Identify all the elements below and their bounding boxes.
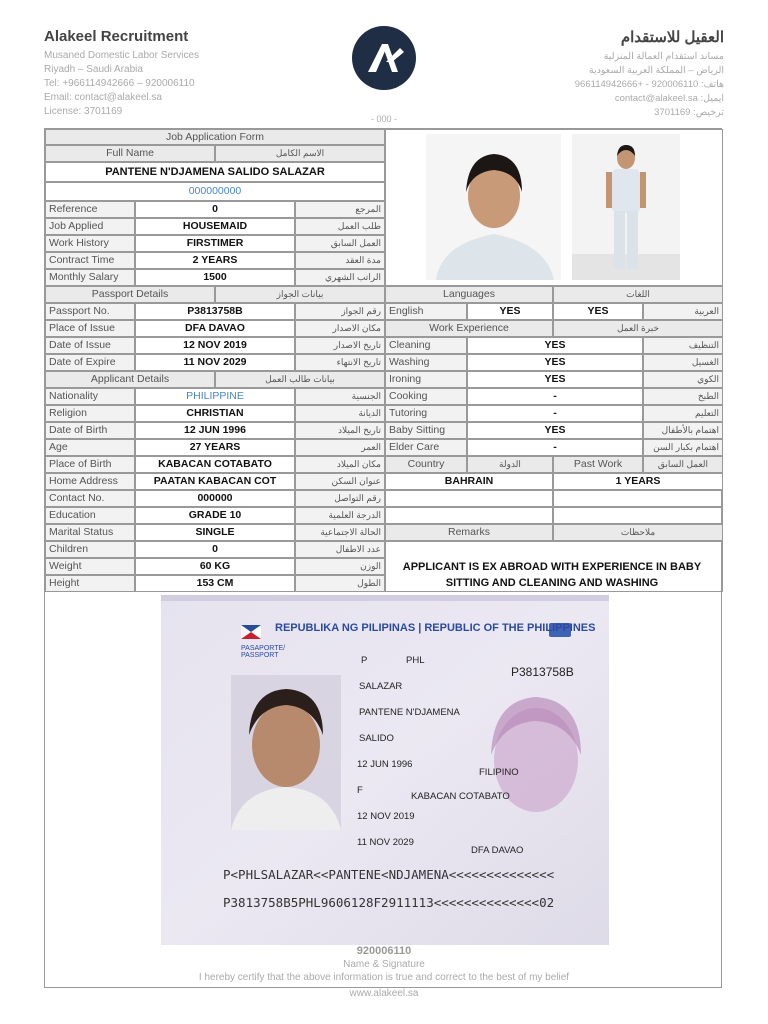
row-label: Passport No. bbox=[45, 303, 135, 320]
row-value: 153 CM bbox=[135, 575, 295, 592]
languages-header: Languages bbox=[385, 286, 553, 303]
row-label: Date of Birth bbox=[45, 422, 135, 439]
english-label: English bbox=[385, 303, 467, 320]
passport-authority: DFA DAVAO bbox=[471, 845, 524, 856]
row-label-ar: مدة العقد bbox=[295, 252, 385, 269]
row-value: 0 bbox=[135, 201, 295, 218]
footer-number: 920006110 bbox=[356, 945, 412, 957]
row-label: Nationality bbox=[45, 388, 135, 405]
row-label: Place of Issue bbox=[45, 320, 135, 337]
row-label-ar: مكان الميلاد bbox=[295, 456, 385, 473]
full-name-label-ar: الاسم الكامل bbox=[215, 145, 385, 162]
country-label: Country bbox=[385, 456, 467, 473]
row-label-ar: الوزن bbox=[295, 558, 385, 575]
passport-expiry-date: 11 NOV 2029 bbox=[357, 837, 414, 848]
company-email-ar: ايميل: contact@alakeel.sa bbox=[614, 93, 724, 104]
row-label-ar: الدرجة العلمية bbox=[295, 507, 385, 524]
skill-label-ar: اهتمام بكبار السن bbox=[643, 439, 723, 456]
arabic-label: العربية bbox=[643, 303, 723, 320]
row-label: Weight bbox=[45, 558, 135, 575]
past-country-value: BAHRAIN bbox=[385, 473, 553, 490]
row-value: 0 bbox=[135, 541, 295, 558]
serial-number: - 000 - bbox=[370, 114, 397, 124]
arabic-value: YES bbox=[553, 303, 643, 320]
row-label: Height bbox=[45, 575, 135, 592]
skill-label-ar: الكوي bbox=[643, 371, 723, 388]
skill-label-ar: اهتمام بالأطفال bbox=[643, 422, 723, 439]
passport-type: P bbox=[361, 655, 368, 666]
company-license-en: License: 3701169 bbox=[44, 106, 123, 117]
full-name-label: Full Name bbox=[45, 145, 215, 162]
row-label: Work History bbox=[45, 235, 135, 252]
skill-value: - bbox=[467, 439, 643, 456]
passport-mrz-line-2: P3813758B5PHL9606128F2911113<<<<<<<<<<<<<<02 bbox=[223, 895, 555, 910]
row-label: Education bbox=[45, 507, 135, 524]
row-label-ar: تاريخ الميلاد bbox=[295, 422, 385, 439]
row-label-ar: العمر bbox=[295, 439, 385, 456]
passport-surname: SALAZAR bbox=[359, 681, 403, 692]
applicant-details-header: Applicant Details bbox=[45, 371, 215, 388]
row-label-ar: تاريخ الانتهاء bbox=[295, 354, 385, 371]
company-license-ar: ترخيص: 3701169 bbox=[654, 107, 724, 118]
row-value: 27 YEARS bbox=[135, 439, 295, 456]
skill-value: YES bbox=[467, 354, 643, 371]
company-sub-en: Musaned Domestic Labor Services bbox=[44, 50, 200, 61]
applicant-details-header-ar: بيانات طالب العمل bbox=[215, 371, 385, 388]
row-label: Date of Issue bbox=[45, 337, 135, 354]
row-label-ar: رقم الجواز bbox=[295, 303, 385, 320]
empty-cell bbox=[553, 490, 723, 507]
skill-label-ar: التنظيف bbox=[643, 337, 723, 354]
row-label: Contact No. bbox=[45, 490, 135, 507]
remarks-text: APPLICANT IS EX ABROAD WITH EXPERIENCE IN BABY SITTING AND CLEANING AND WASHING bbox=[402, 561, 702, 589]
skill-label-ar: الغسيل bbox=[643, 354, 723, 371]
footer-certify-text: I hereby certify that the above information is true and correct to the best of my belief bbox=[198, 972, 570, 983]
passport-country: REPUBLIKA NG PILIPINAS | REPUBLIC OF THE PHILIPPINES bbox=[275, 622, 596, 634]
company-name-ar: العقيل للاستقدام bbox=[620, 29, 724, 46]
row-label-ar: تاريخ الاصدار bbox=[295, 337, 385, 354]
past-years-value: 1 YEARS bbox=[553, 473, 723, 490]
skill-label: Baby Sitting bbox=[385, 422, 467, 439]
row-value: PAATAN KABACAN COT bbox=[135, 473, 295, 490]
passport-issue-date: 12 NOV 2019 bbox=[357, 811, 415, 822]
passport-dob: 12 JUN 1996 bbox=[357, 759, 413, 770]
row-label-ar: طلب العمل bbox=[295, 218, 385, 235]
company-email-en: Email: contact@alakeel.sa bbox=[44, 92, 162, 103]
passport-nationality: FILIPINO bbox=[479, 767, 519, 778]
row-value: 60 KG bbox=[135, 558, 295, 575]
company-city-ar: الرياض – المملكة العربية السعودية bbox=[588, 65, 724, 76]
skill-value: - bbox=[467, 388, 643, 405]
company-sub-ar: مساند استقدام العمالة المنزلية bbox=[603, 51, 724, 62]
passport-given-names: PANTENE N'DJAMENA bbox=[359, 707, 460, 718]
row-label: Reference bbox=[45, 201, 135, 218]
row-label-ar: مكان الاصدار bbox=[295, 320, 385, 337]
company-info-en bbox=[44, 28, 344, 119]
row-label-ar: الجنسية bbox=[295, 388, 385, 405]
row-value: DFA DAVAO bbox=[135, 320, 295, 337]
form-footer bbox=[45, 945, 723, 989]
full-name-value: PANTENE N'DJAMENA SALIDO SALAZAR bbox=[45, 162, 385, 182]
skill-label: Tutoring bbox=[385, 405, 467, 422]
row-label-ar: الطول bbox=[295, 575, 385, 592]
footer-website: www.alakeel.sa bbox=[349, 988, 419, 999]
row-value: HOUSEMAID bbox=[135, 218, 295, 235]
empty-cell bbox=[385, 490, 553, 507]
job-application-form bbox=[44, 128, 722, 988]
row-label: Contract Time bbox=[45, 252, 135, 269]
company-name-en: Alakeel Recruitment bbox=[44, 28, 189, 45]
row-label: Marital Status bbox=[45, 524, 135, 541]
row-label: Age bbox=[45, 439, 135, 456]
passport-sex: F bbox=[357, 785, 363, 796]
row-value: KABACAN COTABATO bbox=[135, 456, 295, 473]
skill-label: Ironing bbox=[385, 371, 467, 388]
photos-area bbox=[385, 129, 723, 286]
passport-pob: KABACAN COTABATO bbox=[411, 791, 510, 802]
passport-mrz-line-1: P<PHLSALAZAR<<PANTENE<NDJAMENA<<<<<<<<<<<<<< bbox=[223, 867, 555, 882]
skill-label: Washing bbox=[385, 354, 467, 371]
passport-code: PHL bbox=[406, 655, 425, 666]
skill-label-ar: التعليم bbox=[643, 405, 723, 422]
row-value: 11 NOV 2029 bbox=[135, 354, 295, 371]
row-label-ar: عنوان السكن bbox=[295, 473, 385, 490]
row-label-ar: المرجع bbox=[295, 201, 385, 218]
row-label: Date of Expire bbox=[45, 354, 135, 371]
row-value: CHRISTIAN bbox=[135, 405, 295, 422]
skill-value: YES bbox=[467, 337, 643, 354]
passport-number: P3813758B bbox=[511, 665, 574, 679]
company-tel-en: Tel: +966114942666 – 920006110 bbox=[44, 78, 195, 89]
passport-scan bbox=[161, 595, 609, 945]
row-label-ar: العمل السابق bbox=[295, 235, 385, 252]
empty-cell bbox=[553, 507, 723, 524]
row-value: SINGLE bbox=[135, 524, 295, 541]
skill-label: Elder Care bbox=[385, 439, 467, 456]
row-label-ar: الديانة bbox=[295, 405, 385, 422]
row-label: Place of Birth bbox=[45, 456, 135, 473]
company-tel-ar: هاتف: 920006110 - +966114942666 bbox=[574, 79, 724, 90]
reference-number: 000000000 bbox=[45, 182, 385, 201]
alakeel-logo-icon bbox=[352, 26, 416, 90]
row-label: Religion bbox=[45, 405, 135, 422]
skill-label: Cleaning bbox=[385, 337, 467, 354]
row-value: 000000 bbox=[135, 490, 295, 507]
past-work-label: Past Work bbox=[553, 456, 643, 473]
skill-value: YES bbox=[467, 371, 643, 388]
row-label: Home Address bbox=[45, 473, 135, 490]
remarks-label: Remarks bbox=[385, 524, 553, 541]
empty-cell bbox=[385, 507, 553, 524]
row-label: Children bbox=[45, 541, 135, 558]
row-label-ar: الحالة الاجتماعية bbox=[295, 524, 385, 541]
row-value: FIRSTIMER bbox=[135, 235, 295, 252]
remarks-label-ar: ملاحظات bbox=[553, 524, 723, 541]
applicant-face-photo bbox=[426, 134, 561, 280]
row-value: 1500 bbox=[135, 269, 295, 286]
nationality-value: PHILIPPINE bbox=[135, 388, 295, 405]
past-work-label-ar: العمل السابق bbox=[643, 456, 723, 473]
skill-value: - bbox=[467, 405, 643, 422]
company-info-ar bbox=[424, 28, 724, 120]
row-label-ar: الراتب الشهري bbox=[295, 269, 385, 286]
row-label: Job Applied bbox=[45, 218, 135, 235]
footer-signature-label: Name & Signature bbox=[343, 959, 425, 970]
skill-value: YES bbox=[467, 422, 643, 439]
row-value: 12 NOV 2019 bbox=[135, 337, 295, 354]
languages-header-ar: اللغات bbox=[553, 286, 723, 303]
company-city-en: Riyadh – Saudi Arabia bbox=[44, 64, 143, 75]
skill-label: Cooking bbox=[385, 388, 467, 405]
row-label-ar: رقم التواصل bbox=[295, 490, 385, 507]
row-label: Monthly Salary bbox=[45, 269, 135, 286]
applicant-full-body-photo bbox=[572, 134, 680, 280]
work-experience-header: Work Experience bbox=[385, 320, 553, 337]
row-value: 12 JUN 1996 bbox=[135, 422, 295, 439]
row-value: 2 YEARS bbox=[135, 252, 295, 269]
row-label-ar: عدد الاطفال bbox=[295, 541, 385, 558]
country-label-ar: الدولة bbox=[467, 456, 553, 473]
row-value: P3813758B bbox=[135, 303, 295, 320]
passport-middle-name: SALIDO bbox=[359, 733, 394, 744]
english-value: YES bbox=[467, 303, 553, 320]
passport-details-header-ar: بيانات الجواز bbox=[215, 286, 385, 303]
row-value: GRADE 10 bbox=[135, 507, 295, 524]
form-title: Job Application Form bbox=[45, 129, 385, 145]
passport-details-header: Passport Details bbox=[45, 286, 215, 303]
passport-type-label: PASAPORTE/ PASSPORT bbox=[241, 645, 286, 659]
work-experience-header-ar: خبرة العمل bbox=[553, 320, 723, 337]
skill-label-ar: الطبخ bbox=[643, 388, 723, 405]
